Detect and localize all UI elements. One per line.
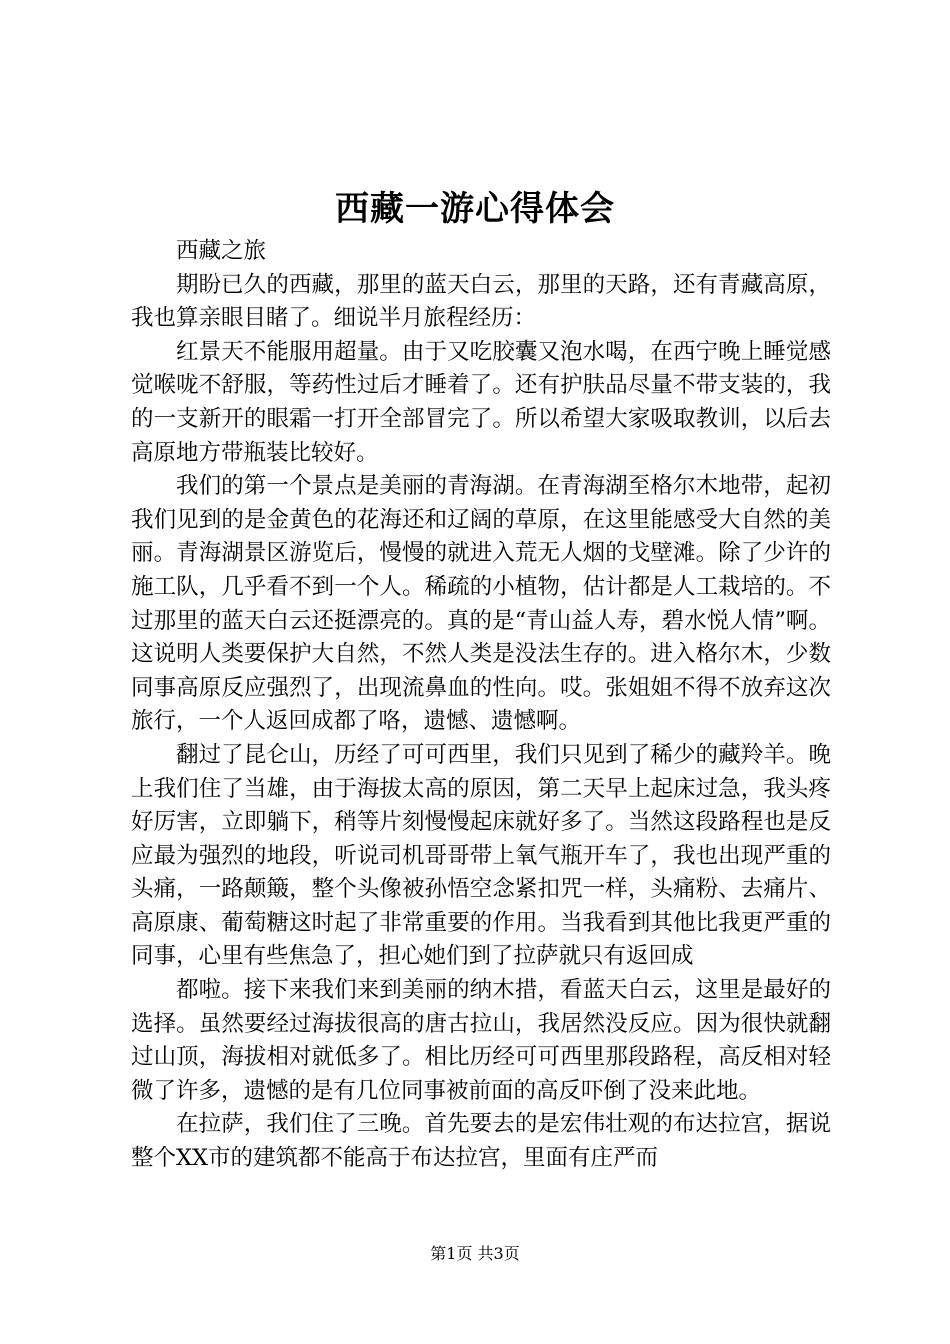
- paragraph-heading: 西藏之旅: [176, 238, 267, 264]
- document-body: [131, 235, 831, 1176]
- paragraph: 在拉萨，我们住了三晚。首先要去的是宏伟壮观的布达拉宫，据说整个XX市的建筑都不能高于布达拉宫，里面有庄严而: [131, 1111, 831, 1172]
- paragraph: 期盼已久的西藏，那里的蓝天白云，那里的天路，还有青藏高原，我也算亲眼目睹了。细说半月旅程经历：: [131, 271, 831, 332]
- paragraph: 都啦。接下来我们来到美丽的纳木措，看蓝天白云，这里是最好的选择。虽然要经过海拔很高的唐古拉山，我居然没反应。因为很快就翻过山顶，海拔相对就低多了。相比历经可可西里那段路程，高反相对轻微了许多，遗憾的是有几位同事被前面的高反吓倒了没来此地。: [131, 977, 831, 1104]
- paragraph: 我们的第一个景点是美丽的青海湖。在青海湖至格尔木地带，起初我们见到的是金黄色的花海还和辽阔的草原，在这里能感受大自然的美丽。青海湖景区游览后，慢慢的就进入荒无人烟的戈壁滩。除了少许的施工队，几乎看不到一个人。稀疏的小植物，估计都是人工栽培的。不过那里的蓝天白云还挺漂亮的。真的是“青山益人寿，碧水悦人情”啊。这说明人类要保护大自然，不然人类是没法生存的。进入格尔木，少数同事高原反应强烈了，出现流鼻血的性向。哎。张姐姐不得不放弃这次旅行，一个人返回成都了咯，遗憾、遗憾啊。: [131, 473, 831, 735]
- paragraph: 红景天不能服用超量。由于又吃胶囊又泡水喝，在西宁晚上睡觉感觉喉咙不舒服，等药性过后才睡着了。还有护肤品尽量不带支装的，我的一支新开的眼霜一打开全部冒完了。所以希望大家吸取教训，以后去高原地方带瓶装比较好。: [131, 338, 831, 466]
- document-title: 西藏一游心得体会: [335, 189, 615, 229]
- paragraph: 翻过了昆仑山，历经了可可西里，我们只见到了稀少的藏羚羊。晚上我们住了当雄，由于海拔太高的原因，第二天早上起床过急，我头疼好厉害，立即躺下，稍等片刻慢慢起床就好多了。当然这段路程也是反应最为强烈的地段，听说司机哥哥带上氧气瓶开车了，我也出现严重的头痛，一路颠簸，整个头像被孙悟空念紧扣咒一样，头痛粉、去痛片、高原康、葡萄糖这时起了非常重要的作用。当我看到其他比我更严重的同事，心里有些焦急了，担心她们到了拉萨就只有返回成: [131, 741, 831, 970]
- page-number-footer: 第1页 共3页: [430, 1244, 520, 1263]
